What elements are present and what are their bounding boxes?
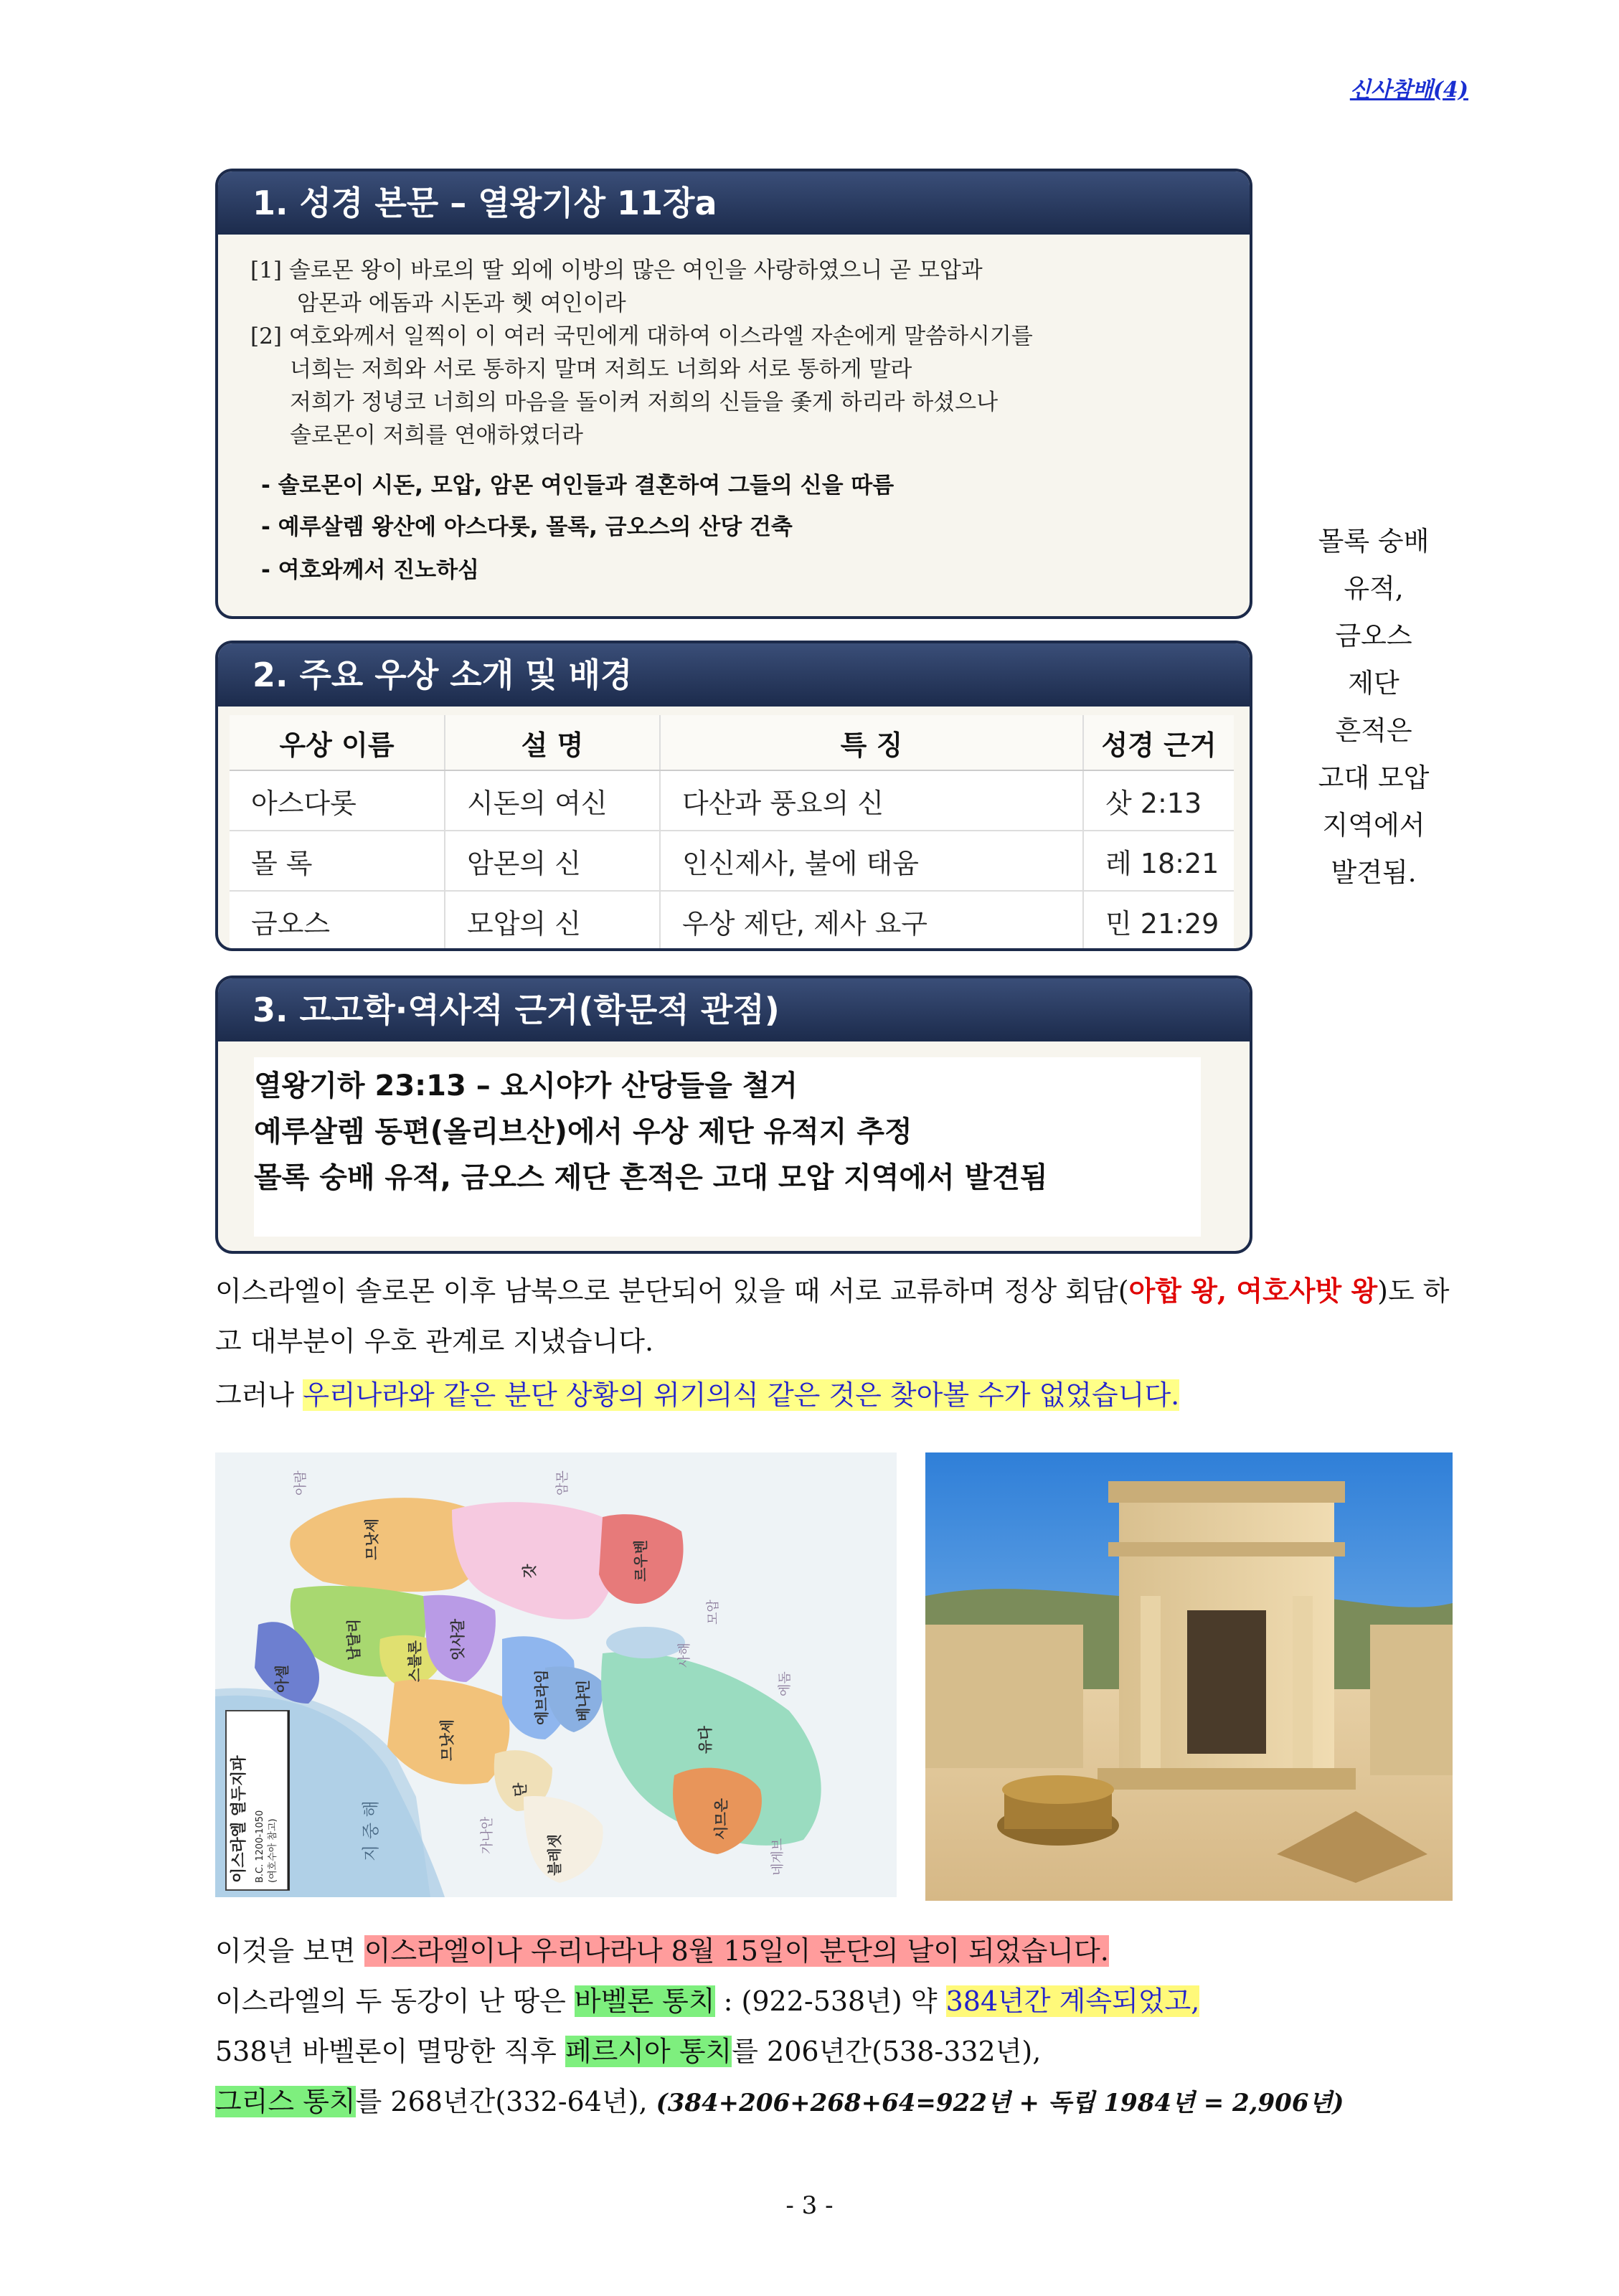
- bullet-3: - 여호와께서 진노하심: [261, 557, 479, 583]
- table-row: [230, 770, 1234, 831]
- region-label: 블레셋: [546, 1834, 563, 1876]
- verse-line-4: 너희는 저희와 서로 통하지 말며 저희도 너희와 서로 통하게 말라: [290, 356, 912, 382]
- paragraph-4-babylon: 바벨론 통치: [574, 1985, 715, 2017]
- paragraph-5-text-a: 538년 바벨론이 멸망한 직후: [215, 2036, 565, 2067]
- table-row: [230, 831, 1234, 891]
- verse-line-1: [1] 솔로몬 왕이 바로의 딸 외에 이방의 많은 여인을 사랑하였으니 곧 모압과: [250, 258, 983, 283]
- idols-table: [230, 715, 1234, 951]
- cell: 인신제사, 불에 태움: [660, 831, 1083, 891]
- bullet-2: - 예루살렘 왕산에 아스다롯, 몰록, 금오스의 산당 건축: [261, 514, 793, 540]
- region-label: 베냐민: [575, 1680, 592, 1721]
- region-label: 에브라임: [533, 1669, 550, 1725]
- paragraph-2-text: 그러나: [215, 1379, 303, 1411]
- col-header-feature: 특 징: [660, 715, 1083, 770]
- region-label: 유다: [697, 1726, 714, 1754]
- map-label: 암몬: [555, 1470, 570, 1496]
- col-header-desc: 설 명: [445, 715, 660, 770]
- side-note-line: 발견됨.: [1331, 857, 1417, 888]
- col-header-name: 우상 이름: [230, 715, 445, 770]
- evidence-line-2: 예루살렘 동편(올리브산)에서 우상 제단 유적지 추정: [254, 1115, 912, 1148]
- cell: 모압의 신: [445, 891, 660, 951]
- map-label: 에돔: [778, 1671, 793, 1696]
- section-scripture-title: 1. 성경 본문 – 열왕기상 11장a: [218, 171, 1250, 235]
- temple-image-svg: [925, 1452, 1453, 1901]
- paragraph-5-persia: 페르시아 통치: [565, 2036, 732, 2067]
- bullet-1: - 솔로몬이 시돈, 모압, 암몬 여인들과 결혼하여 그들의 신을 따름: [261, 473, 895, 499]
- cell: 아스다롯: [230, 770, 445, 831]
- region-label: 므낫세: [363, 1518, 380, 1560]
- paragraph-2: [215, 1370, 1179, 1420]
- paragraph-4: [215, 1976, 1199, 2026]
- side-note-line: 흔적은: [1335, 715, 1412, 746]
- paragraph-3-highlight: 이스라엘이나 우리나라나 8월 15일이 분단의 날이 되었습니다.: [364, 1935, 1109, 1967]
- side-note-line: 유적,: [1344, 573, 1404, 604]
- col-header-ref: 성경 근거: [1083, 715, 1234, 770]
- paragraph-2-highlight: 우리나라와 같은 분단 상황의 위기의식 같은 것은 찾아볼 수가 없었습니다.: [303, 1379, 1180, 1411]
- verse-line-3: [2] 여호와께서 일찍이 이 여러 국민에게 대하여 이스라엘 자손에게 말씀하시기를: [250, 323, 1033, 349]
- paragraph-1: [215, 1266, 1463, 1366]
- legend-title: 이스라엘 열두지파: [230, 1755, 248, 1883]
- tribes-map-svg: [215, 1452, 897, 1897]
- section-scripture-card: [215, 169, 1252, 619]
- tribes-map: [215, 1452, 897, 1897]
- region-label: 단: [511, 1782, 529, 1797]
- section-idols-card: [215, 641, 1252, 951]
- header-tag: 신사참배(4): [1349, 77, 1468, 103]
- cell: 민 21:29: [1083, 891, 1234, 951]
- map-label: 모압: [706, 1600, 721, 1625]
- section-archaeology-card: [215, 975, 1252, 1254]
- legend-sub2: (여호수아 참고): [268, 1818, 278, 1883]
- region-label: 잇사갈: [449, 1619, 466, 1660]
- paragraph-4-duration: 384년간 계속되었고,: [945, 1985, 1200, 2017]
- paragraph-1-text-a: 이스라엘이 솔로몬 이후 남북으로 분단되어 있을 때 서로 교류하며 정상 회담(: [215, 1275, 1129, 1307]
- table-header-row: [230, 715, 1234, 770]
- verse-line-6: 솔로몬이 저희를 연애하였더라: [290, 422, 584, 448]
- map-label: 가나안: [480, 1816, 495, 1854]
- map-label: 아람: [293, 1470, 308, 1496]
- side-note-line: 금오스: [1335, 620, 1412, 651]
- paragraph-1-kings: 아합 왕, 여호사밧 왕: [1128, 1275, 1378, 1307]
- table-row: [230, 891, 1234, 951]
- dead-sea: [606, 1627, 685, 1658]
- paragraph-6: [215, 2077, 1344, 2128]
- paragraph-4-text-b: : (922-538년) 약: [714, 1985, 946, 2017]
- paragraph-6-text-a: 를 268년간(332-64년),: [355, 2086, 656, 2117]
- page-number: - 3 -: [785, 2191, 834, 2220]
- paragraph-3-text: 이것을 보면: [215, 1935, 364, 1967]
- temple-image: [925, 1452, 1453, 1901]
- cell: 다산과 풍요의 신: [660, 770, 1083, 831]
- evidence-line-1: 열왕기하 23:13 – 요시야가 산당들을 철거: [254, 1069, 798, 1102]
- verse-line-2: 암몬과 에돔과 시돈과 헷 여인이라: [297, 290, 626, 316]
- side-note-line: 제단: [1348, 668, 1399, 699]
- cell: 금오스: [230, 891, 445, 951]
- paragraph-1-text-b: )도 하고 대부분이 우호 관계로 지냈습니다.: [215, 1275, 1450, 1357]
- section-archaeology-title: 3. 고고학·역사적 근거(학문적 관점): [218, 978, 1250, 1041]
- region-label: 르우벤: [632, 1540, 649, 1582]
- paragraph-3: [215, 1926, 1109, 1976]
- cell: 우상 제단, 제사 요구: [660, 891, 1083, 951]
- map-label: 네게브: [770, 1838, 785, 1876]
- side-note-line: 고대 모압: [1318, 762, 1430, 793]
- paragraph-5-text-b: 를 206년간(538-332년),: [732, 2036, 1042, 2067]
- legend-sub1: B.C. 1200-1050: [255, 1810, 265, 1883]
- evidence-line-3: 몰록 숭배 유적, 금오스 제단 흔적은 고대 모압 지역에서 발견됨: [254, 1161, 1048, 1194]
- sea-label: 지 중 해: [361, 1800, 381, 1861]
- section-idols-title: 2. 주요 우상 소개 및 배경: [218, 643, 1250, 707]
- cell: 몰 록: [230, 831, 445, 891]
- region-philistia: [524, 1796, 603, 1883]
- cell: 삿 2:13: [1083, 770, 1234, 831]
- map-label: 사해: [677, 1643, 692, 1668]
- region-label: 시므온: [712, 1798, 730, 1840]
- side-note-line: 몰록 숭배: [1318, 526, 1430, 557]
- cell: 시돈의 여신: [445, 770, 660, 831]
- paragraph-6-calc: (384+206+268+64=922년 + 독립 1984년 = 2,906년): [656, 2089, 1344, 2117]
- cell: 레 18:21: [1083, 831, 1234, 891]
- verse-line-5: 저희가 정녕코 너희의 마음을 돌이켜 저희의 신들을 좇게 하리라 하셨으나: [290, 389, 999, 415]
- cell: 암몬의 신: [445, 831, 660, 891]
- side-note: [1284, 518, 1463, 897]
- evidence-box: [254, 1057, 1201, 1237]
- region-label: 므낫세: [438, 1719, 456, 1761]
- region-label: 갓: [521, 1564, 538, 1578]
- paragraph-5: [215, 2026, 1041, 2077]
- region-label: 아셀: [273, 1665, 291, 1693]
- paragraph-4-text-a: 이스라엘의 두 동강이 난 땅은: [215, 1985, 575, 2017]
- region-label: 납달리: [345, 1619, 362, 1660]
- side-note-line: 지역에서: [1322, 810, 1425, 841]
- region-label: 스불론: [406, 1640, 423, 1682]
- paragraph-6-greece: 그리스 통치: [215, 2086, 356, 2117]
